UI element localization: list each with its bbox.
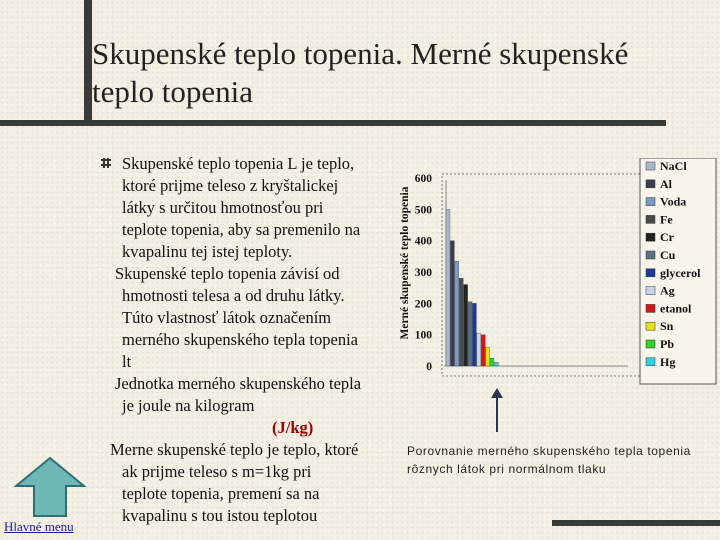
legend-label: Cr	[660, 230, 674, 245]
legend-swatch	[646, 233, 655, 241]
y-tick-label: 400	[414, 235, 432, 248]
bar-sn	[486, 347, 490, 366]
bar-cu	[468, 302, 472, 366]
body-line: Merne skupenské teplo je teplo, ktoré	[110, 440, 359, 459]
y-tick-label: 300	[414, 267, 432, 279]
y-axis-label: Merné skupenské teplo topenia	[399, 186, 411, 340]
y-tick-label: 600	[414, 173, 432, 185]
bar-glycerol	[472, 303, 476, 366]
legend-swatch	[646, 322, 655, 330]
melting-heat-chart	[388, 158, 718, 388]
body-line: Skupenské teplo topenia závisí od	[115, 264, 340, 283]
legend-label: Sn	[660, 319, 674, 334]
body-line: merného skupenského tepla topenia	[122, 330, 358, 349]
bar-cr	[464, 285, 468, 366]
legend-swatch	[646, 269, 655, 277]
bar-hg	[494, 362, 498, 366]
legend-swatch	[646, 215, 655, 223]
bar-etanol	[481, 335, 485, 366]
legend-swatch	[646, 287, 655, 295]
body-line: ktoré prijme teleso z kryštalickej	[122, 176, 339, 195]
legend-label: etanol	[660, 301, 692, 316]
bar-fe	[459, 278, 463, 366]
legend-swatch	[646, 304, 655, 312]
bars-group	[446, 209, 498, 366]
body-line: látky s určitou hmotnosťou pri	[122, 198, 324, 217]
body-line: kvapalinu tej istej teploty.	[122, 242, 293, 261]
legend-swatch	[646, 340, 655, 348]
body-line: Jednotka merného skupenského tepla	[115, 374, 362, 393]
legend-label: NaCl	[660, 159, 687, 173]
legend-label: Cu	[660, 248, 676, 262]
chart-caption-line-2: rôznych látok pri normálnom tlaku	[407, 462, 607, 476]
title-divider	[0, 120, 666, 126]
body-line: lt	[122, 352, 132, 371]
bar-al	[450, 241, 454, 366]
main-menu-link[interactable]: Hlavné menu	[4, 519, 74, 534]
pointer-arrow-icon	[490, 388, 504, 434]
legend-swatch	[646, 251, 655, 259]
page-title-line-1: Skupenské teplo topenia. Merné skupenské	[92, 36, 629, 71]
body-line: je joule na kilogram	[122, 396, 255, 415]
legend-swatch	[646, 162, 655, 170]
legend-label: Voda	[660, 194, 687, 209]
y-tick-label: 200	[414, 298, 432, 311]
y-tick-label: 500	[414, 204, 432, 217]
chart-caption-line-1: Porovnanie merného skupenského tepla topenia	[407, 444, 691, 458]
legend-label: Al	[660, 176, 672, 191]
bottom-divider	[552, 520, 720, 526]
body-line: teplote topenia, premení sa na	[122, 484, 320, 503]
unit-label: (J/kg)	[272, 418, 314, 437]
y-tick-label: 0	[426, 361, 432, 373]
bar-nacl	[446, 209, 450, 366]
bullet-icon	[101, 158, 111, 168]
page-title-line-2: teplo topenia	[92, 74, 253, 109]
up-arrow-icon[interactable]	[14, 456, 86, 518]
legend-swatch	[646, 180, 655, 188]
body-line: Túto vlastnosť látok označením	[122, 308, 332, 327]
body-line: Skupenské teplo topenia L je teplo,	[122, 154, 355, 173]
bar-voda	[455, 261, 459, 366]
legend-swatch	[646, 358, 655, 366]
title-accent-bar	[84, 0, 92, 126]
bar-pb	[490, 358, 494, 366]
body-line: ak prijme teleso s m=1kg pri	[122, 462, 312, 481]
legend-swatch	[646, 198, 655, 206]
body-line: teplote topenia, aby sa premenilo na	[122, 220, 361, 239]
legend-label: glycerol	[660, 265, 701, 280]
legend-label: Ag	[660, 283, 675, 298]
body-line: kvapalinu s tou istou teplotou	[122, 506, 318, 525]
bar-ag	[477, 333, 481, 366]
legend-label: Fe	[660, 212, 673, 227]
y-tick-label: 100	[414, 329, 432, 342]
legend-label: Hg	[660, 354, 676, 369]
body-line: hmotnosti telesa a od druhu látky.	[122, 286, 345, 305]
y-axis-ticks	[415, 173, 433, 373]
legend-label: Pb	[660, 337, 675, 351]
